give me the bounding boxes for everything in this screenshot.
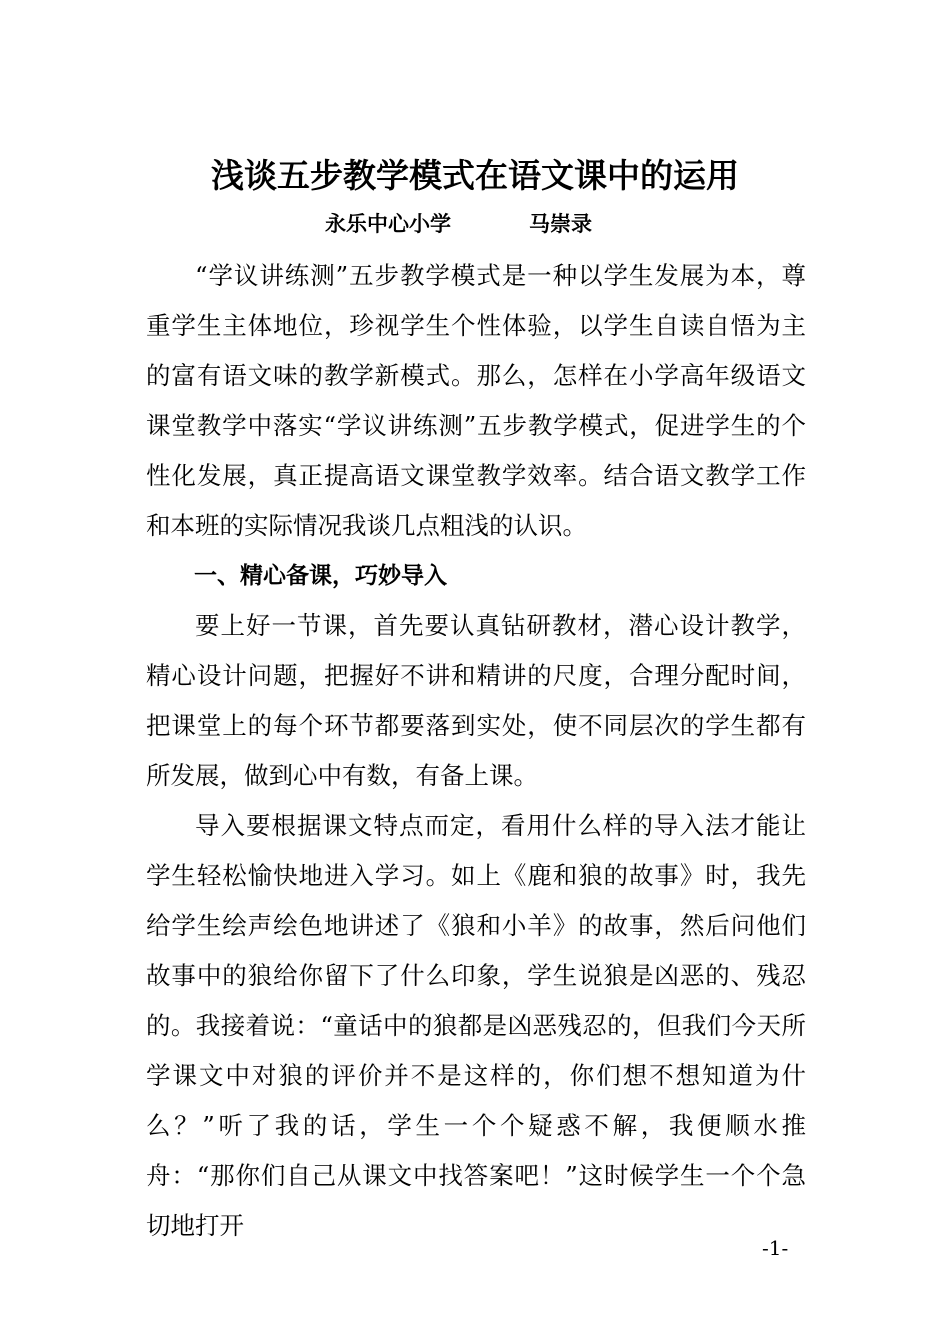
- section-paragraph-1: 要上好一节课，首先要认真钻研教材，潜心设计教学，精心设计问题，把握好不讲和精讲的尺度，合理分配时间，把课堂上的每个环节都要落到实处，使不同层次的学生都有所发展，做到心中有数，有备上课。: [146, 611, 806, 790]
- byline: [325, 206, 592, 242]
- section-heading: 一、精心备课，巧妙导入: [194, 563, 447, 589]
- section-paragraph-2: 导入要根据课文特点而定，看用什么样的导入法才能让学生轻松愉快地进入学习。如上《鹿和狼的故事》时，我先给学生绘声绘色地讲述了《狼和小羊》的故事，然后问他们故事中的狼给你留下了什么印象，学生说狼是凶恶的、残忍的。我接着说：“童话中的狼都是凶恶残忍的，但我们今天所学课文中对狼的评价并不是这样的，你们想不想知道为什么？”听了我的话，学生一个个疑惑不解，我便顺水推舟：“那你们自己从课文中找答案吧！”这时候学生一个个急切地打开: [146, 811, 806, 1240]
- author-name: 马崇录: [529, 211, 592, 236]
- intro-paragraph: “学议讲练测”五步教学模式是一种以学生发展为本，尊重学生主体地位，珍视学生个性体验，以学生自读自悟为主的富有语文味的教学新模式。那么，怎样在小学高年级语文课堂教学中落实“学议讲练测”五步教学模式，促进学生的个性化发展，真正提高语文课堂教学效率。结合语文教学工作和本班的实际情况我谈几点粗浅的认识。: [146, 261, 806, 540]
- document-title: 浅谈五步教学模式在语文课中的运用: [211, 156, 739, 195]
- school-name: 永乐中心小学: [325, 211, 451, 236]
- page-number: -1-: [762, 1236, 789, 1260]
- document-body: [146, 251, 806, 1251]
